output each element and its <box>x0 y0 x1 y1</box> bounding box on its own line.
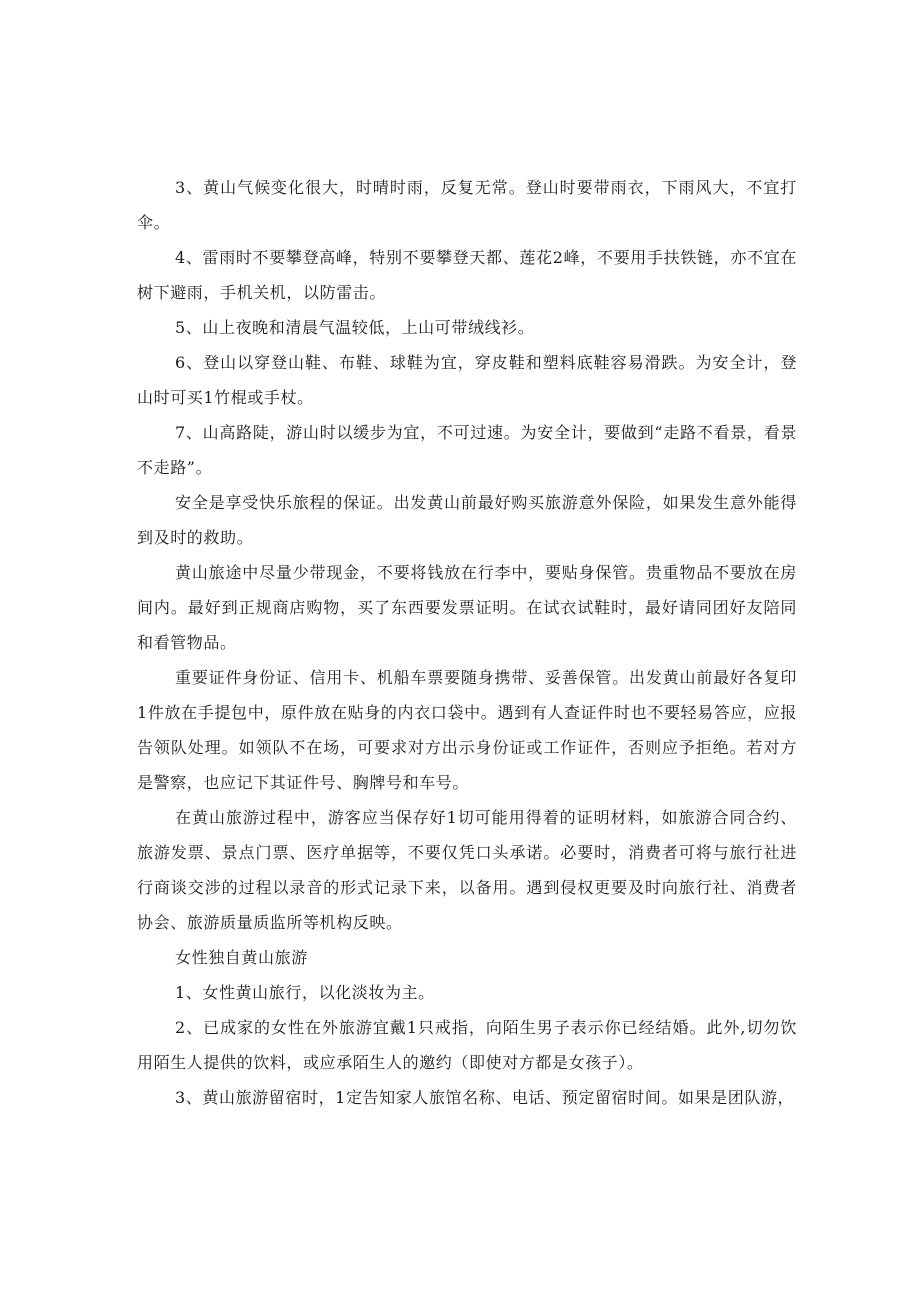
paragraph-tip-3-weather: 3、黄山气候变化很大，时晴时雨，反复无常。登山时要带雨衣，下雨风大，不宜打伞。 <box>137 178 797 232</box>
paragraph-tip-7-pace: 7、山高路陡，游山时以缓步为宜，不可过速。为安全计，要做到“走路不看景，看景不走路”。 <box>137 423 797 477</box>
paragraph-women-tip-2: 2、已成家的女性在外旅游宜戴1只戒指，向陌生男子表示你已经结婚。此外,切勿饮用陌生人提供的饮料，或应承陌生人的邀约（即使对方都是女孩子）。 <box>137 1018 797 1072</box>
paragraph-documents: 重要证件身份证、信用卡、机船车票要随身携带、妥善保管。出发黄山前最好各复印1件放在手提包中，原件放在贴身的内衣口袋中。遇到有人查证件时也不要轻易答应，应报告领队处理。如领队不在场，可要求对方出示身份证或工作证件，否则应予拒绝。若对方是警察，也应记下其证件号、胸牌号和车号。 <box>137 668 797 792</box>
paragraph-evidence: 在黄山旅游过程中，游客应当保存好1切可能用得着的证明材料，如旅游合同合约、旅游发票、景点门票、医疗单据等，不要仅凭口头承诺。必要时，消费者可将与旅行社进行商谈交涉的过程以录音的形式记录下来，以备用。遇到侵权更要及时向旅行社、消费者协会、旅游质量质监所等机构反映。 <box>137 808 797 932</box>
paragraph-tip-6-footwear: 6、登山以穿登山鞋、布鞋、球鞋为宜，穿皮鞋和塑料底鞋容易滑跌。为安全计，登山时可买1竹棍或手杖。 <box>137 353 797 407</box>
paragraph-tip-4-thunderstorm: 4、雷雨时不要攀登高峰，特别不要攀登天都、莲花2峰，不要用手扶铁链，亦不宜在树下避雨，手机关机，以防雷击。 <box>137 248 797 302</box>
paragraph-cash-valuables: 黄山旅途中尽量少带现金，不要将钱放在行李中，要贴身保管。贵重物品不要放在房间内。最好到正规商店购物，买了东西要发票证明。在试衣试鞋时，最好请同团好友陪同和看管物品。 <box>137 563 797 652</box>
paragraph-women-tip-1: 1、女性黄山旅行，以化淡妆为主。 <box>175 983 435 1002</box>
paragraph-women-tip-3: 3、黄山旅游留宿时，1定告知家人旅馆名称、电话、预定留宿时间。如果是团队游， <box>175 1088 795 1107</box>
document-body <box>137 170 797 1115</box>
paragraph-tip-5-temperature: 5、山上夜晚和清晨气温较低，上山可带绒线衫。 <box>175 318 535 337</box>
paragraph-safety-insurance: 安全是享受快乐旅程的保证。出发黄山前最好购买旅游意外保险，如果发生意外能得到及时的救助。 <box>137 493 797 547</box>
section-heading-women-solo-travel: 女性独自黄山旅游 <box>175 948 308 967</box>
